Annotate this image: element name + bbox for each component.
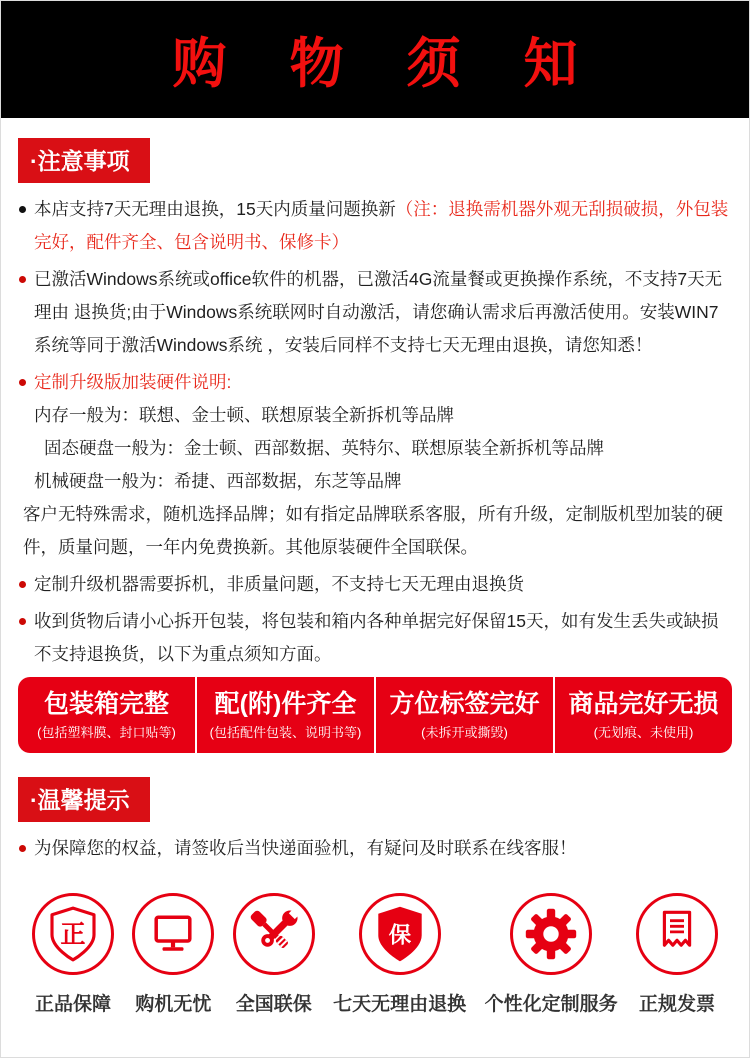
- notice-item-unpacking: 收到货物后请小心拆开包装，将包装和箱内各种单据完好保留15天，如有发生丢失或缺损不支持退换货，以下为重点须知方面。: [18, 605, 732, 671]
- tips-badge: ·温馨提示: [18, 777, 150, 822]
- key-point-subtitle: (未拆开或撕毁): [421, 724, 508, 740]
- service-label: 购机无忧: [135, 994, 212, 1015]
- gear-icon: [510, 893, 592, 975]
- key-points-bar: [18, 677, 732, 753]
- notice-item-upgrade-heading: 定制升级版加装硬件说明:: [18, 366, 732, 399]
- key-point-condition: [553, 677, 732, 753]
- shield-bao-icon: [359, 893, 441, 975]
- monitor-icon: [132, 893, 214, 975]
- service-label: 正品保障: [34, 994, 111, 1015]
- key-point-subtitle: (包括塑料膜、封口贴等): [37, 724, 176, 740]
- notice-item-return-policy: [18, 193, 732, 259]
- key-point-subtitle: (无划痕、未使用): [593, 724, 694, 740]
- header-banner: [1, 1, 749, 118]
- service-invoice: [636, 893, 718, 1016]
- page-title: 购 物 须 知: [172, 34, 602, 94]
- notice-item-disassembly: 定制升级机器需要拆机，非质量问题，不支持七天无理由退换货: [18, 568, 732, 601]
- tools-icon: [233, 893, 315, 975]
- shield-glyph: 保: [388, 922, 411, 948]
- key-point-packaging: [18, 677, 195, 753]
- service-label: 个性化定制服务: [484, 994, 618, 1015]
- key-point-title: 配(附)件齐全: [214, 689, 357, 718]
- service-custom: [485, 893, 618, 1016]
- notice-line-ssd: 固态硬盘一般为：金士顿、西部数据、英特尔、联想原装全新拆机等品牌: [44, 438, 604, 458]
- key-point-title: 商品完好无损: [568, 689, 719, 718]
- key-point-title: 方位标签完好: [389, 689, 540, 718]
- receipt-icon: [636, 893, 718, 975]
- service-label: 正规发票: [638, 994, 715, 1015]
- notice-item-activation: 已激活Windows系统或office软件的机器，已激活4G流量餐或更换操作系统，不支持7天无理由 退换货;由于Windows系统联网时自动激活，请您确认需求后再激活使用。安装WIN7系统等同于激活Windows系统 ，安装后同样不支持七天无理由退换，请您知悉！: [18, 263, 732, 362]
- notice-line-brand-policy: 客户无特殊需求，随机选择品牌；如有指定品牌联系客服，所有升级，定制版机型加装的硬件，质量问题，一年内免费换新。其他原装硬件全国联保。: [23, 504, 723, 557]
- notice-section: [1, 118, 749, 1016]
- key-point-accessories: [195, 677, 374, 753]
- notice-line-hdd: 机械硬盘一般为：希捷、西部数据，东芝等品牌: [34, 471, 402, 491]
- service-national-warranty: [233, 893, 315, 1016]
- service-authenticity: [32, 893, 114, 1016]
- notice-text-red: （注：退换需机器外观无刮损破损，外包装完好，配件齐全、包含说明书、保修卡）: [34, 199, 729, 252]
- service-label: 全国联保: [235, 994, 312, 1015]
- key-point-title: 包装箱完整: [43, 689, 169, 718]
- notice-line-memory: 内存一般为：联想、金士顿、联想原装全新拆机等品牌: [34, 405, 454, 425]
- key-point-subtitle: (包括配件包装、说明书等): [209, 724, 362, 740]
- notice-text-black: 本店支持7天无理由退换，15天内质量问题换新: [34, 199, 396, 219]
- shield-glyph: 正: [60, 920, 86, 949]
- notes-badge: ·注意事项: [18, 138, 150, 183]
- service-label: 七天无理由退换: [333, 994, 467, 1015]
- service-worry-free: [132, 893, 214, 1016]
- key-point-labels: [374, 677, 553, 753]
- service-seven-day-return: [333, 893, 466, 1016]
- tips-item-inspection: 为保障您的权益，请签收后当快递面验机，有疑问及时联系在线客服！: [18, 832, 732, 865]
- shield-zheng-icon: [32, 893, 114, 975]
- service-guarantees-row: [18, 893, 732, 1016]
